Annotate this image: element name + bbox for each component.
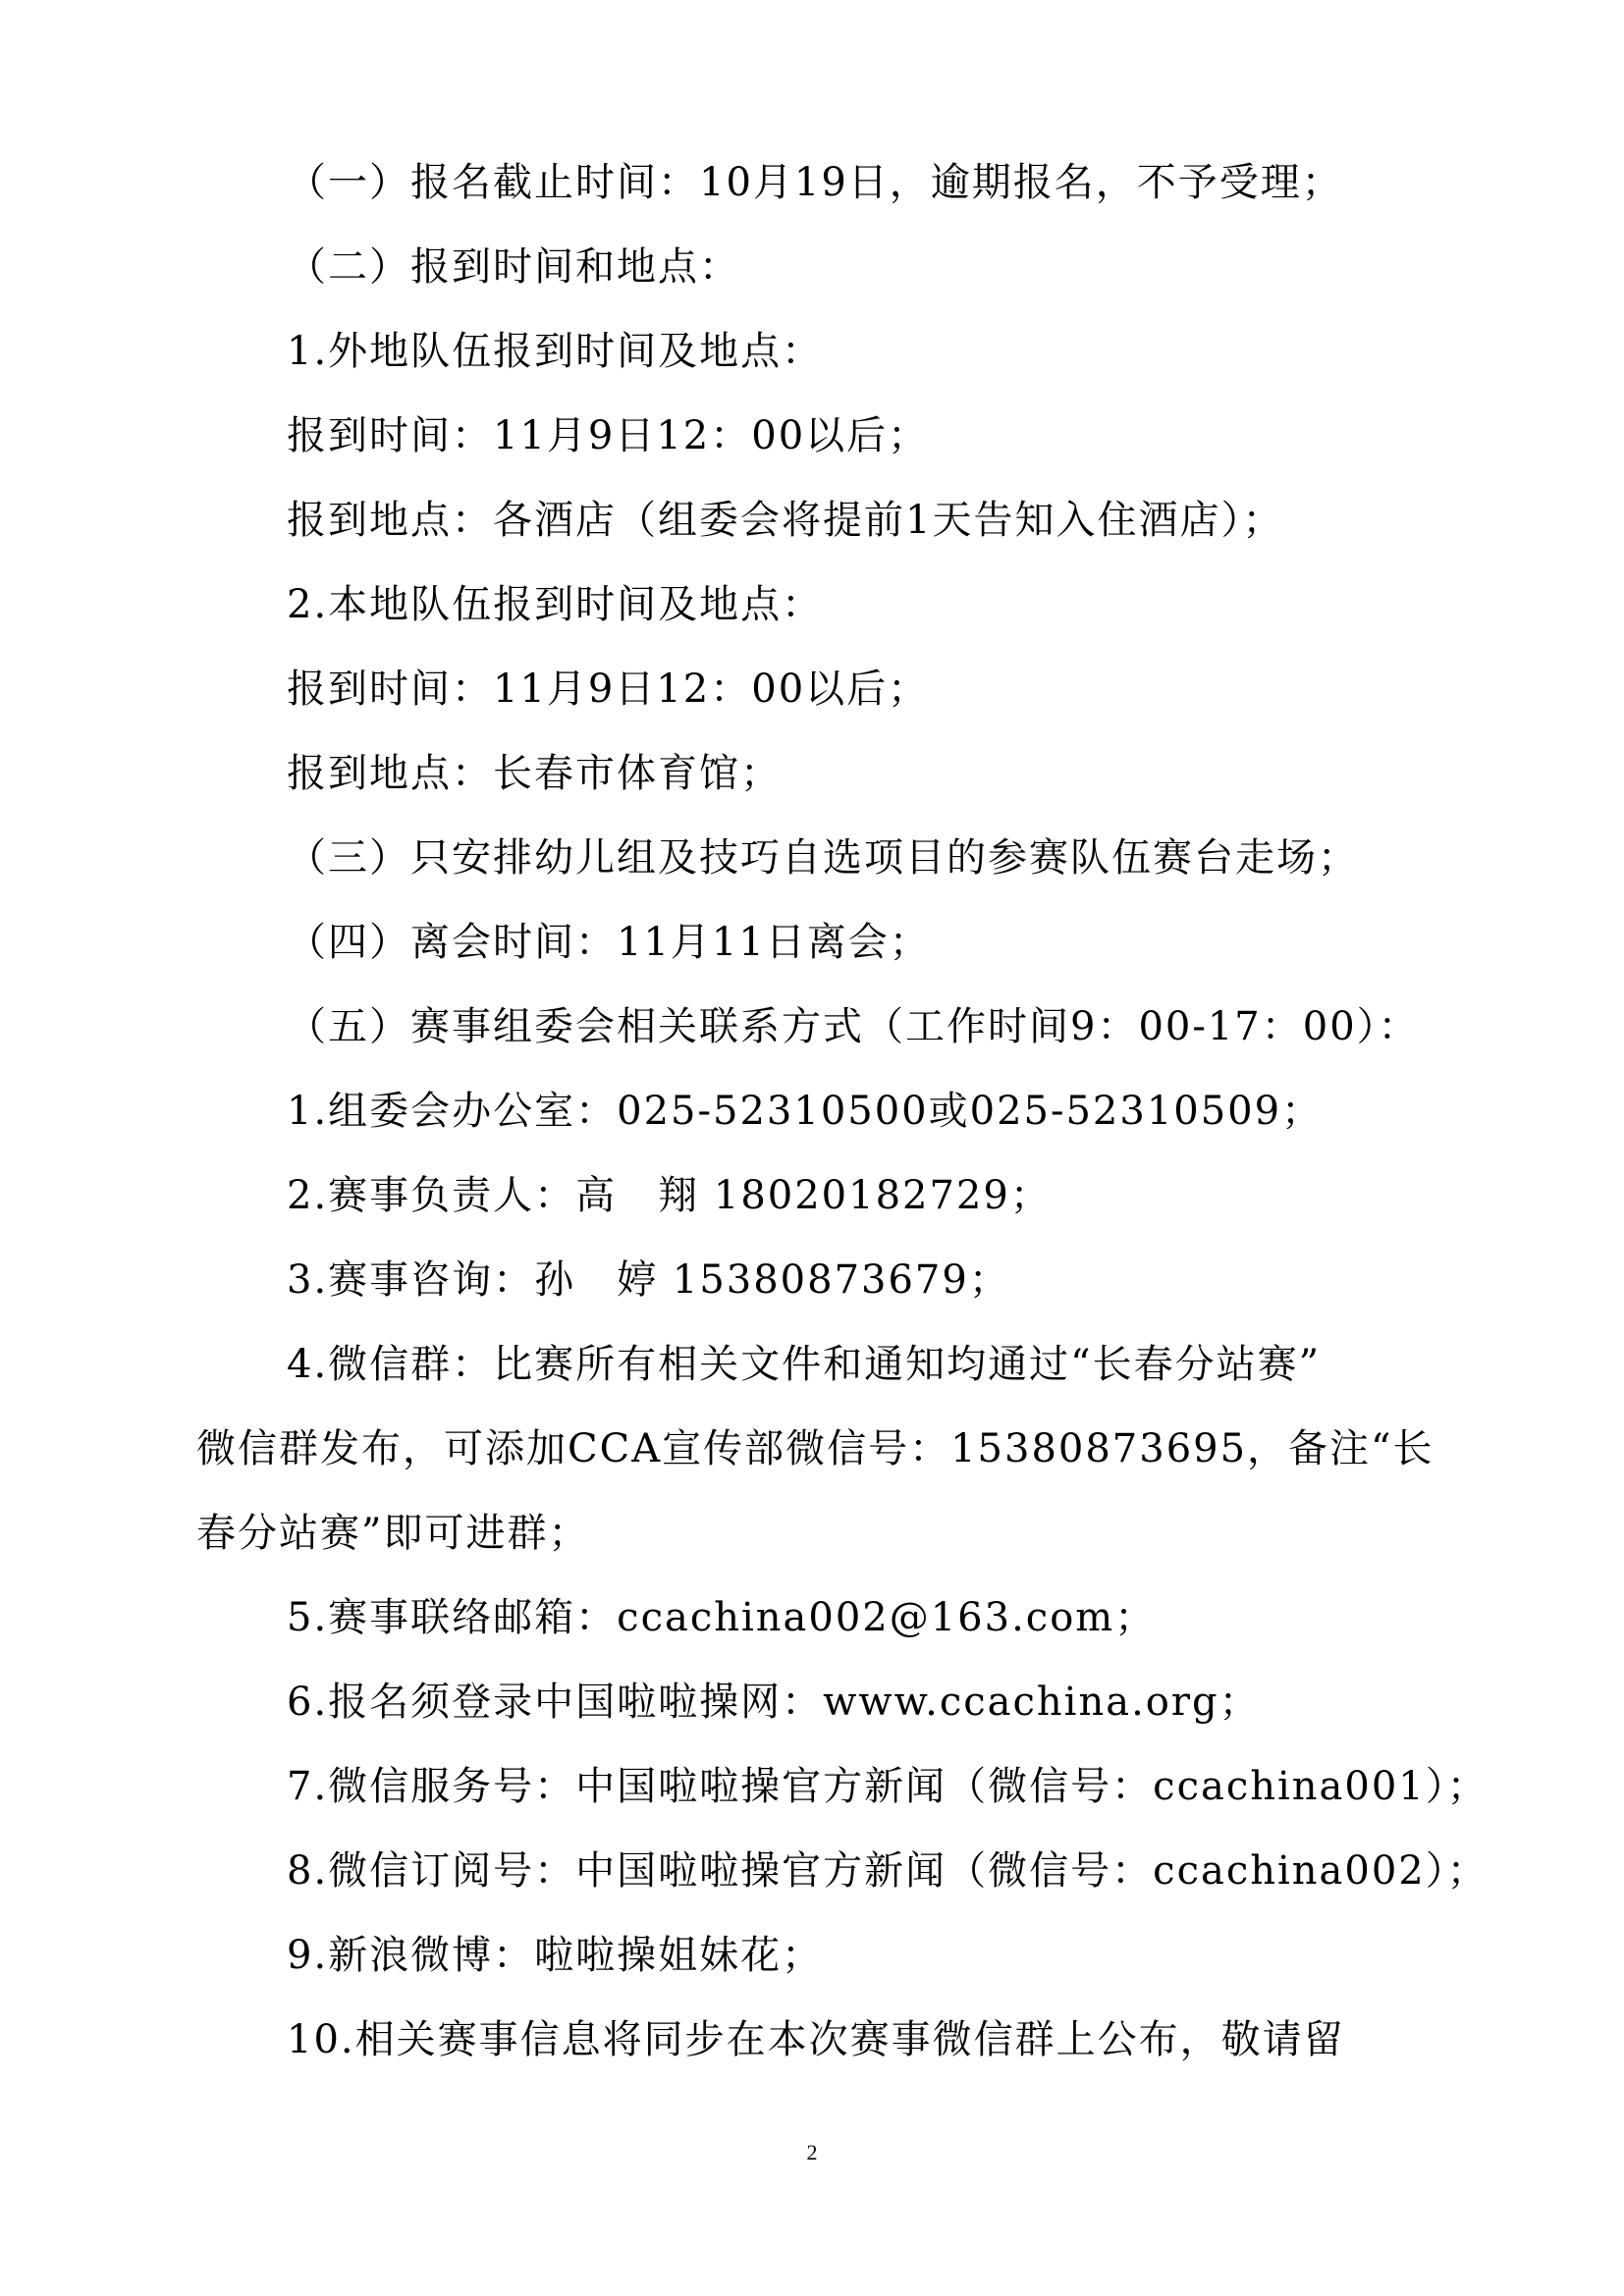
text-line-weibo: 9.新浪微博：啦啦操姐妹花； <box>287 1933 824 1978</box>
text-line-registration-deadline: （一）报名截止时间：10月19日，逾期报名，不予受理； <box>287 160 1343 205</box>
text-line-contact-heading: （五）赛事组委会相关联系方式（工作时间9：00-17：00）： <box>287 1004 1420 1049</box>
page-number: 2 <box>806 2140 818 2164</box>
text-line-wechat-group-3: 春分站赛”即可进群； <box>196 1511 590 1556</box>
text-line-wechat-group-1: 4.微信群：比赛所有相关文件和通知均通过“长春分站赛” <box>287 1342 1322 1387</box>
text-line-outside-teams: 1.外地队伍报到时间及地点： <box>287 329 824 374</box>
text-line-local-checkin-place: 报到地点：长春市体育馆； <box>287 751 782 796</box>
text-line-wechat-subscription: 8.微信订阅号：中国啦啦操官方新闻（微信号：ccachina002）； <box>287 1848 1489 1894</box>
text-line-checkin-heading: （二）报到时间和地点： <box>287 244 740 290</box>
text-line-event-info: 10.相关赛事信息将同步在本次赛事微信群上公布，敬请留 <box>287 2017 1345 2062</box>
text-line-stage-walkthrough: （三）只安排幼儿组及技巧自选项目的参赛队伍赛台走场； <box>287 835 1359 881</box>
text-line-event-lead: 2.赛事负责人：高 翔 18020182729； <box>287 1173 1052 1218</box>
text-line-local-checkin-time: 报到时间：11月9日12：00以后； <box>287 667 930 712</box>
text-line-website: 6.报名须登录中国啦啦操网：www.ccachina.org； <box>287 1680 1261 1725</box>
text-line-outside-checkin-time: 报到时间：11月9日12：00以后； <box>287 413 930 458</box>
text-line-email: 5.赛事联络邮箱：ccachina002@163.com； <box>287 1595 1157 1640</box>
text-line-local-teams: 2.本地队伍报到时间及地点： <box>287 582 824 627</box>
text-line-wechat-group-2: 微信群发布，可添加CCA宣传部微信号：15380873695，备注“长 <box>196 1426 1435 1471</box>
text-line-departure: （四）离会时间：11月11日离会； <box>287 920 931 965</box>
text-line-outside-checkin-place: 报到地点：各酒店（组委会将提前1天告知入住酒店）； <box>287 498 1284 543</box>
text-line-wechat-service: 7.微信服务号：中国啦啦操官方新闻（微信号：ccachina001）； <box>287 1764 1489 1809</box>
text-line-event-inquiry: 3.赛事咨询：孙 婷 15380873679； <box>287 1257 1010 1303</box>
text-line-office-phone: 1.组委会办公室：025-52310500或025-52310509； <box>287 1089 1324 1134</box>
